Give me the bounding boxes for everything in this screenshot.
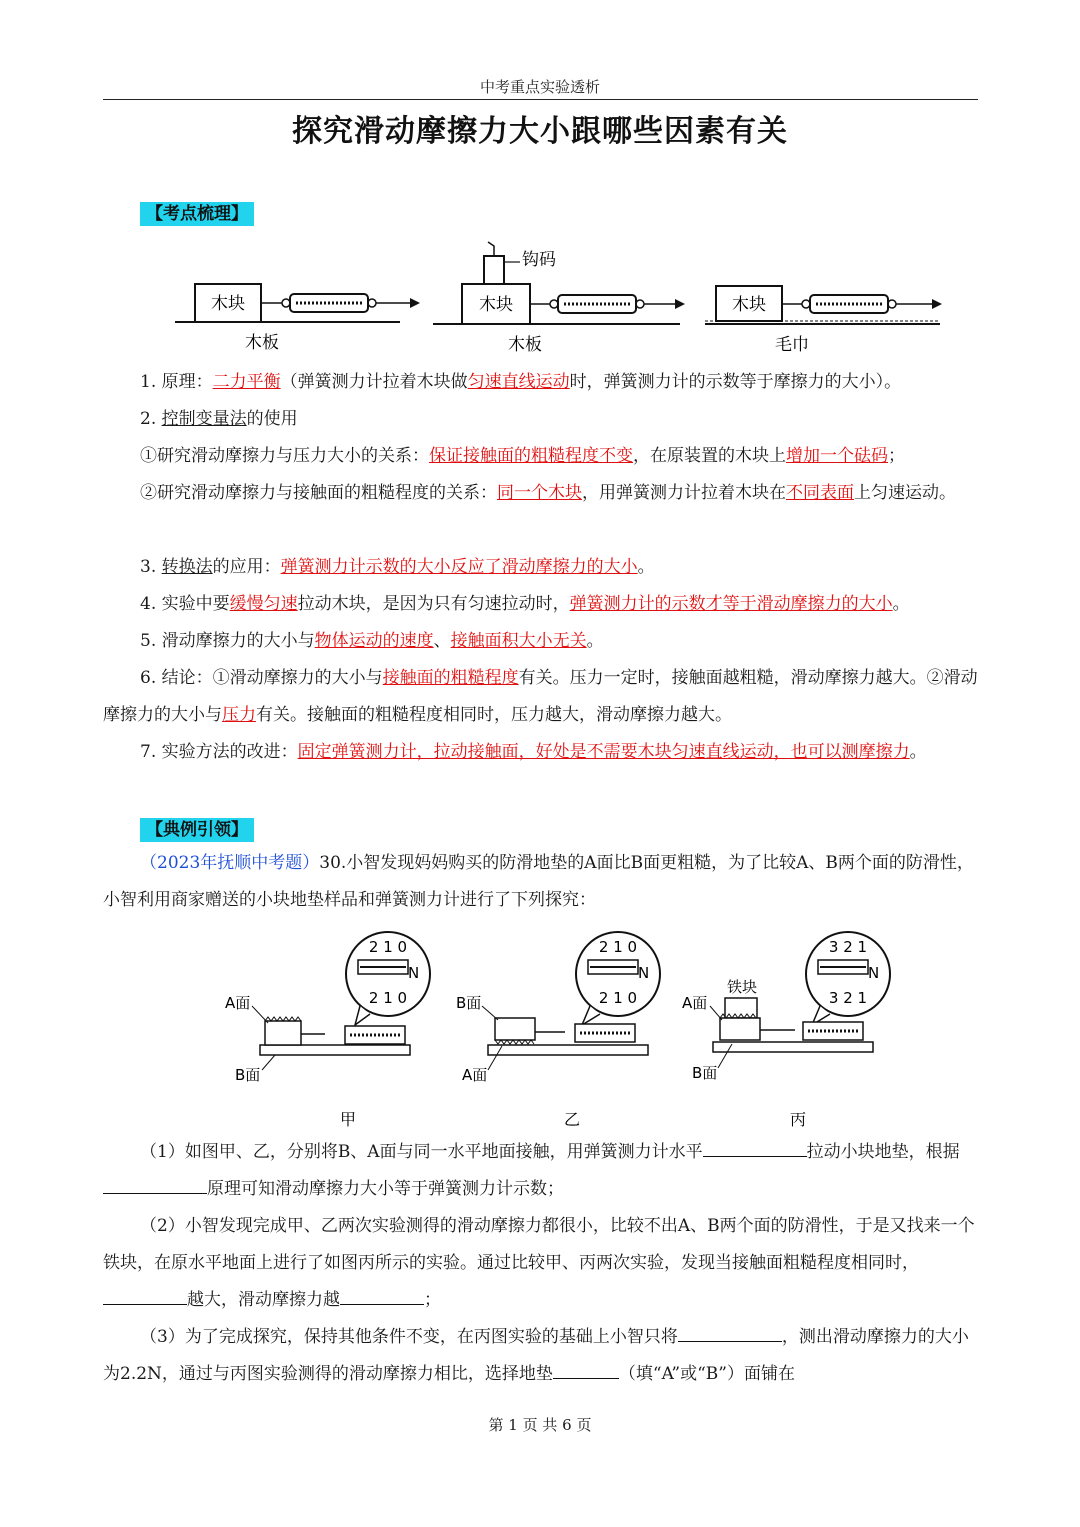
page-title: 探究滑动摩擦力大小跟哪些因素有关: [292, 114, 788, 149]
b-face-label: B面: [235, 1066, 261, 1084]
caption-bing: 丙: [789, 1110, 807, 1129]
block-label: 木块: [211, 294, 245, 314]
block-label: 木块: [479, 295, 513, 315]
a-face-label: A面: [225, 994, 251, 1012]
running-header: 中考重点实验透析: [479, 78, 600, 96]
dial-bottom-scale: 2 1 0: [598, 989, 638, 1007]
point-independent-factors: 5. 滑动摩擦力的大小与物体运动的速度、接触面积大小无关。: [140, 631, 604, 651]
iron-block-label: 铁块: [727, 978, 758, 996]
experiment-yi: [456, 932, 660, 1129]
setup-wood-board-with-weight: [433, 242, 685, 355]
dial-unit: N: [638, 964, 650, 982]
dial-bottom-scale: 2 1 0: [368, 989, 408, 1007]
point-pressure-relation: ①研究滑动摩擦力与压力大小的关系：保证接触面的粗糙程度不变，在原装置的木块上增加一个砝码；: [140, 446, 905, 466]
dial-top-scale: 3 2 1: [828, 938, 868, 956]
dial-bottom-scale: 3 2 1: [828, 989, 868, 1007]
surface-label: 木板: [245, 333, 279, 353]
block-label: 木块: [732, 295, 766, 315]
friction-setup-figure: [170, 240, 960, 360]
dial-top-scale: 2 1 0: [598, 938, 638, 956]
point-conversion-method: 3. 转换法的应用：弹簧测力计示数的大小反应了滑动摩擦力的大小。: [140, 557, 655, 577]
point-control-variables: 2. 控制变量法的使用: [140, 409, 298, 429]
surface-label: 木板: [508, 335, 542, 355]
exam-source: （2023年抚顺中考题）: [140, 853, 320, 873]
caption-jia: 甲: [339, 1110, 357, 1129]
dial-unit: N: [408, 964, 420, 982]
point-conclusion: 6. 结论：①滑动摩擦力的大小与接触面的粗糙程度有关。压力一定时，接触面越粗糙，滑动摩擦力越大。②滑动摩擦力的大小与压力有关。接触面的粗糙程度相同时，压力越大，滑动摩擦力越大。: [103, 668, 978, 725]
caption-yi: 乙: [563, 1110, 581, 1129]
answer-blank[interactable]: [703, 1138, 807, 1157]
dial-top-scale: 2 1 0: [368, 938, 408, 956]
setup-wood-board: [175, 284, 420, 353]
answer-blank[interactable]: [553, 1360, 619, 1379]
experiment-jia: [225, 932, 430, 1129]
answer-blank[interactable]: [340, 1286, 424, 1305]
surface-label: 毛巾: [775, 335, 809, 355]
question-3: （3）为了完成探究，保持其他条件不变，在丙图实验的基础上小智只将 ，测出滑动摩擦力的大小为2.2N，通过与丙图实验测得的滑动摩擦力相比，选择地垫 （填“A”或“B”）面铺在: [103, 1319, 979, 1393]
point-uniform-pull: 4. 实验中要缓慢匀速拉动木块，是因为只有匀速拉动时，弹簧测力计的示数才等于滑动摩擦力的大小。: [140, 594, 910, 614]
b-face-label: B面: [692, 1064, 718, 1082]
b-face-label: B面: [456, 994, 482, 1012]
answer-blank[interactable]: [678, 1323, 782, 1342]
section-tag-example: [140, 815, 254, 840]
setup-towel: [705, 286, 942, 355]
dial-unit: N: [868, 964, 880, 982]
section-tag-label: 【典例引领】: [140, 818, 254, 842]
mat-experiment-figure: [220, 928, 900, 1133]
experiment-bing: [682, 932, 890, 1129]
header-rule: [103, 99, 978, 100]
section-tag-label: 【考点梳理】: [140, 202, 254, 226]
point-method-improvement: 7. 实验方法的改进：固定弹簧测力计，拉动接触面，好处是不需要木块匀速直线运动，也可以测摩擦力。: [140, 742, 927, 762]
point-principle: 1. 原理：二力平衡（弹簧测力计拉着木块做匀速直线运动时，弹簧测力计的示数等于摩擦力的大小）。: [140, 372, 902, 392]
question-2: （2）小智发现完成甲、乙两次实验测得的滑动摩擦力都很小，比较不出A、B两个面的防滑性，于是又找来一个铁块，在原水平地面上进行了如图丙所示的实验。通过比较甲、丙两次实验，发现当接触面粗糙程度相同时，越大，滑动摩擦力越 ；: [103, 1216, 975, 1310]
weight-label: 钩码: [522, 250, 556, 270]
a-face-label: A面: [462, 1066, 488, 1084]
point-roughness-relation: ②研究滑动摩擦力与接触面的粗糙程度的关系：同一个木块，用弹簧测力计拉着木块在不同表面上匀速运动。: [140, 483, 956, 503]
answer-blank[interactable]: [103, 1175, 207, 1194]
section-tag-key-points: [140, 199, 254, 224]
answer-blank[interactable]: [103, 1286, 187, 1305]
page-number: 第 1 页 共 6 页: [488, 1416, 592, 1434]
question-1: （1）如图甲、乙，分别将B、A面与同一水平地面接触，用弹簧测力计水平 拉动小块地垫，根据原理可知滑动摩擦力大小等于弹簧测力计示数；: [103, 1134, 979, 1208]
a-face-label: A面: [682, 994, 708, 1012]
example-intro: （2023年抚顺中考题）30.小智发现妈妈购买的防滑地垫的A面比B面更粗糙，为了比较A、B两个面的防滑性，小智利用商家赠送的小块地垫样品和弹簧测力计进行了下列探究：: [103, 853, 974, 910]
